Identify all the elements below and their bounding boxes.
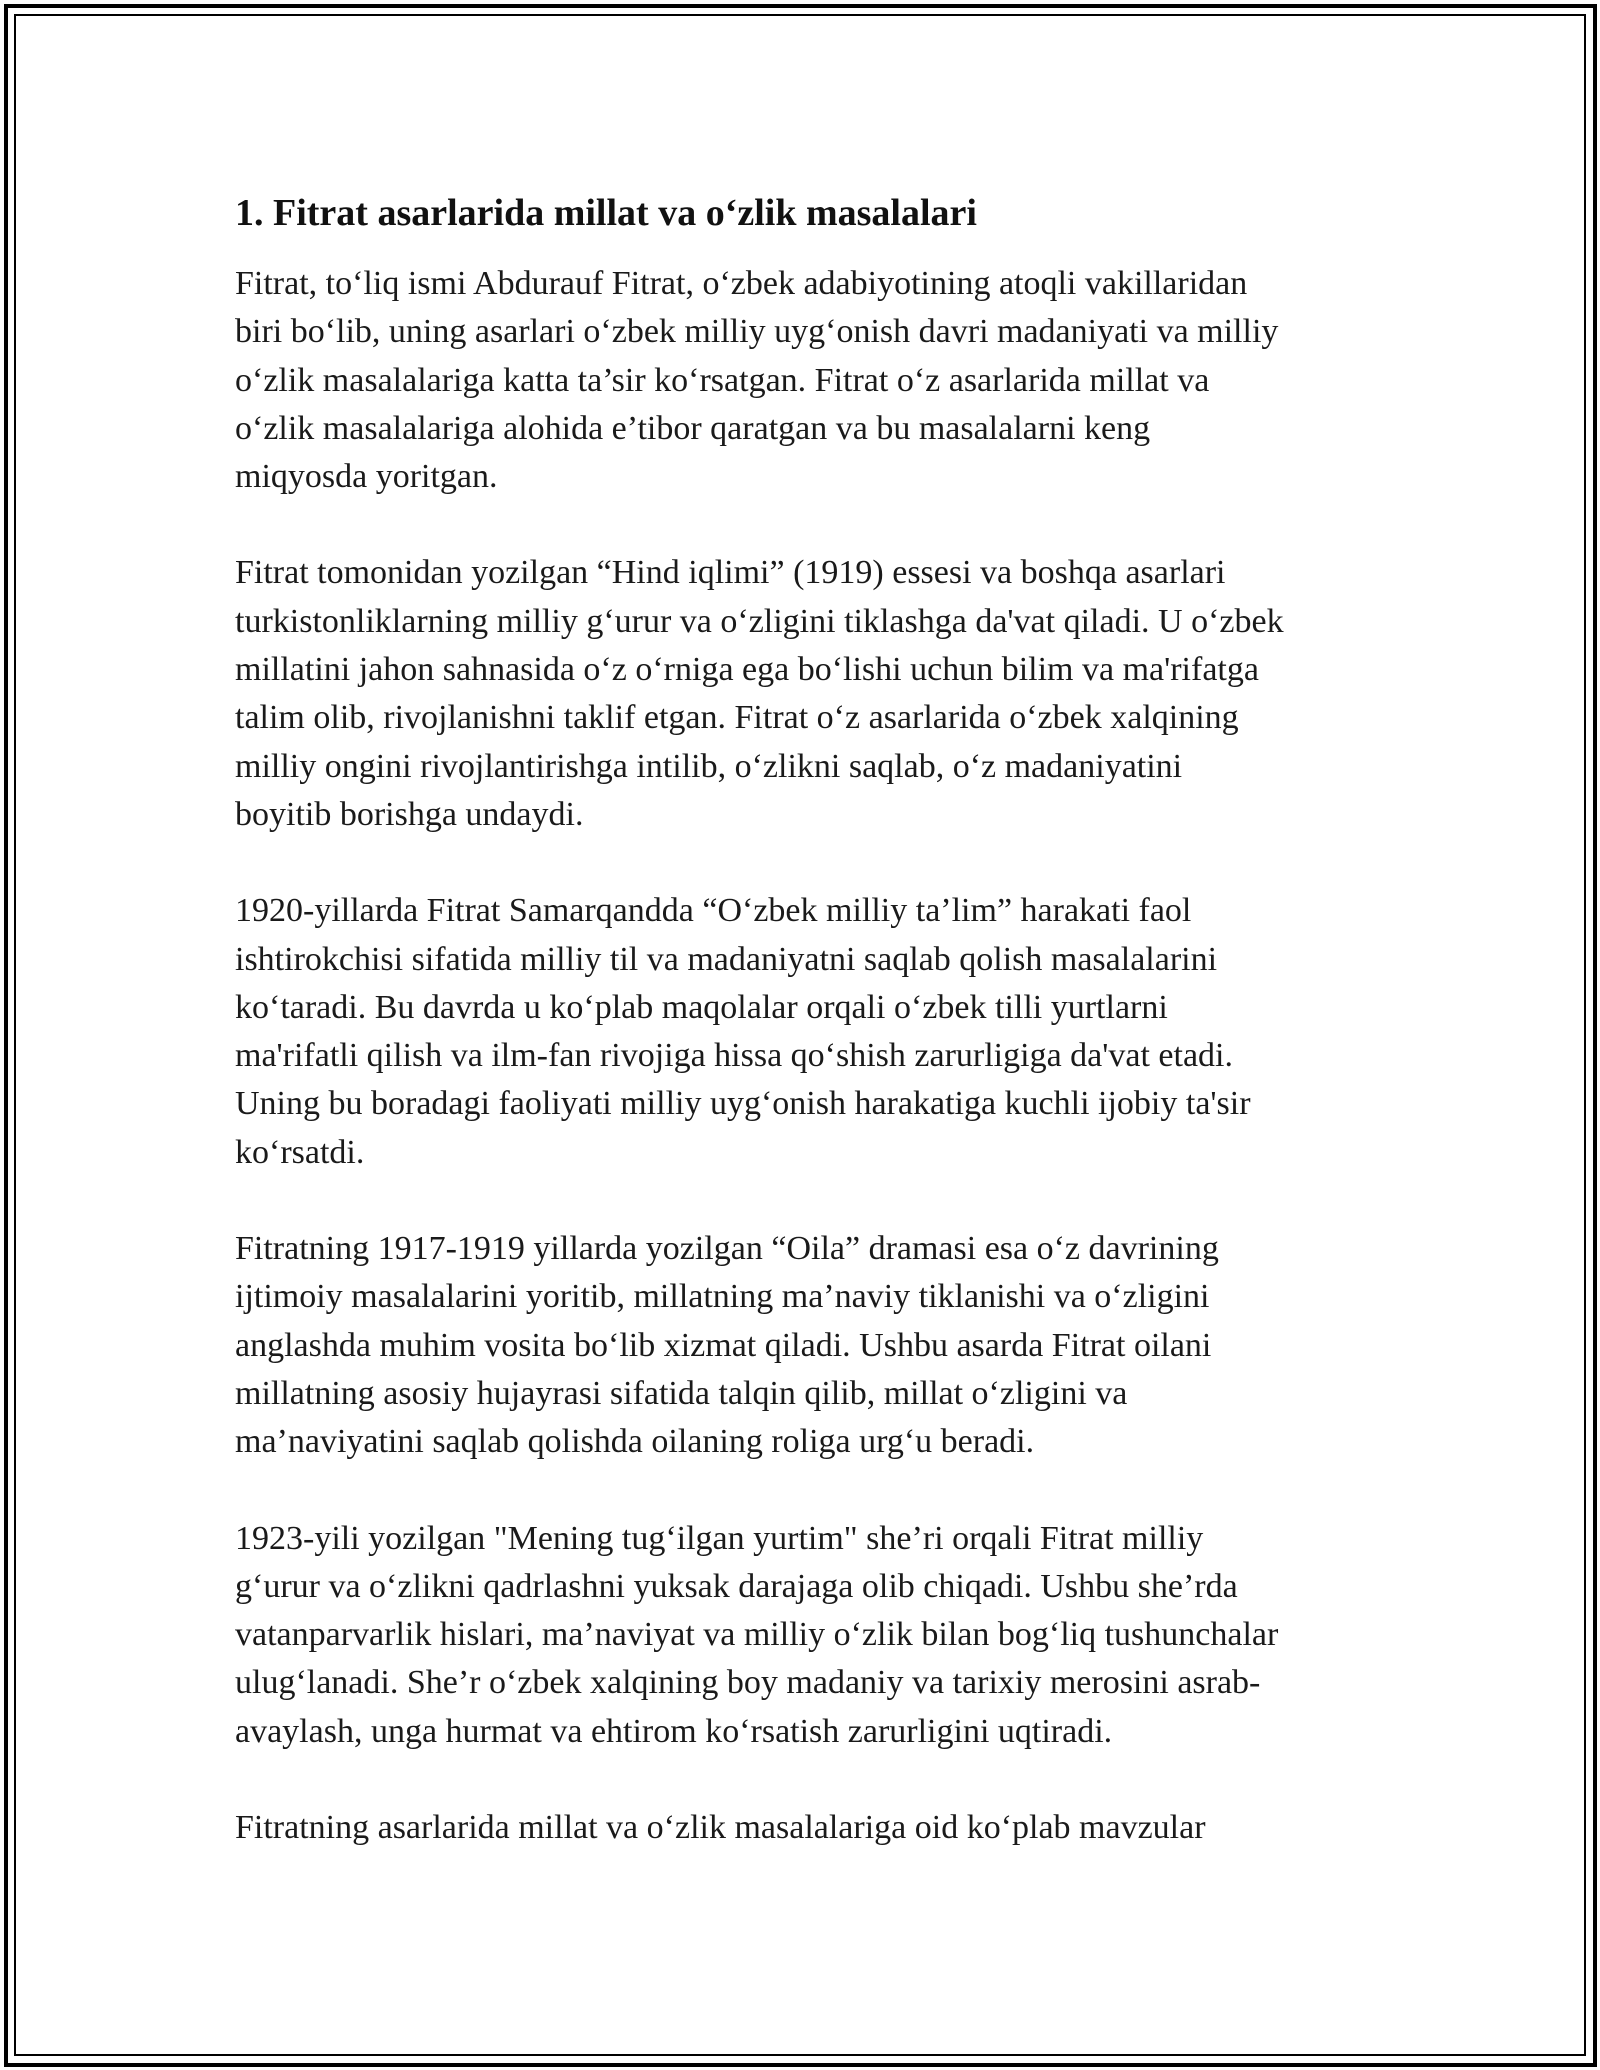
text-line: vatanparvarlik hislari, ma’naviyat va milliy o‘zlik bilan bog‘liq tushunchalar xyxy=(235,1616,1279,1654)
text-line: ishtirokchisi sifatida milliy til va madaniyatni saqlab qolish masalalarini xyxy=(235,940,1218,978)
text-line: ulug‘lanadi. She’r o‘zbek xalqining boy madaniy va tarixiy merosini asrab- xyxy=(235,1664,1261,1702)
text-line: Fitrat tomonidan yozilgan “Hind iqlimi” (1919) essesi va boshqa asarlari xyxy=(235,554,1226,592)
text-line: millatning asosiy hujayrasi sifatida talqin qilib, millat o‘zligini va xyxy=(235,1374,1128,1412)
text-line: ko‘rsatdi. xyxy=(235,1133,365,1171)
text-line: Fitratning asarlarida millat va o‘zlik masalalariga oid ko‘plab mavzular xyxy=(235,1809,1206,1847)
text-line: millatini jahon sahnasida o‘z o‘rniga ega bo‘lishi uchun bilim va ma'rifatga xyxy=(235,651,1259,689)
text-line: 1923-yili yozilgan "Mening tug‘ilgan yurtim" she’ri orqali Fitrat milliy xyxy=(235,1519,1204,1557)
text-line: boyitib borishga undaydi. xyxy=(235,795,584,833)
document-page xyxy=(235,188,1385,1852)
paragraph-5 xyxy=(235,1515,1385,1756)
text-line: g‘urur va o‘zlikni qadrlashni yuksak darajaga olib chiqadi. Ushbu she’rda xyxy=(235,1567,1238,1605)
document-title: 1. Fitrat asarlarida millat va o‘zlik masalalari xyxy=(235,192,977,234)
text-line: ma’naviyatini saqlab qolishda oilaning roliga urg‘u beradi. xyxy=(235,1423,1035,1461)
text-line: Fitrat, to‘liq ismi Abdurauf Fitrat, o‘zbek adabiyotining atoqli vakillaridan xyxy=(235,265,1248,302)
text-line: ko‘taradi. Bu davrda u ko‘plab maqolalar orqali o‘zbek tilli yurtlarni xyxy=(235,988,1168,1026)
text-line: Uning bu boradagi faoliyati milliy uyg‘onish harakatiga kuchli ijobiy ta'sir xyxy=(235,1085,1251,1123)
paragraph-6 xyxy=(235,1804,1385,1852)
text-line: anglashda muhim vosita bo‘lib xizmat qiladi. Ushbu asarda Fitrat oilani xyxy=(235,1326,1212,1364)
paragraph-1 xyxy=(235,260,1385,501)
text-line: o‘zlik masalalariga alohida e’tibor qaratgan va bu masalalarni keng xyxy=(235,409,1151,447)
text-line: milliy ongini rivojlantirishga intilib, o‘zlikni saqlab, o‘z madaniyatini xyxy=(235,747,1183,785)
text-line: Fitratning 1917-1919 yillarda yozilgan “Oila” dramasi esa o‘z davrining xyxy=(235,1230,1219,1268)
text-line: turkistonliklarning milliy g‘urur va o‘zligini tiklashga da'vat qiladi. U o‘zbek xyxy=(235,602,1284,640)
paragraph-3 xyxy=(235,887,1385,1177)
text-line: ma'rifatli qilish va ilm-fan rivojiga hissa qo‘shish zarurligiga da'vat etadi. xyxy=(235,1037,1233,1075)
paragraph-4 xyxy=(235,1225,1385,1466)
text-line: avaylash, unga hurmat va ehtirom ko‘rsatish zarurligini uqtiradi. xyxy=(235,1712,1113,1750)
text-line: biri bo‘lib, uning asarlari o‘zbek milliy uyg‘onish davri madaniyati va milliy xyxy=(235,313,1279,351)
text-line: 1920-yillarda Fitrat Samarqandda “O‘zbek milliy ta’lim” harakati faol xyxy=(235,892,1192,930)
text-line: miqyosda yoritgan. xyxy=(235,458,498,496)
text-line: o‘zlik masalalariga katta ta’sir ko‘rsatgan. Fitrat o‘z asarlarida millat va xyxy=(235,361,1210,399)
paragraph-2 xyxy=(235,549,1385,839)
text-line: ijtimoiy masalalarini yoritib, millatning ma’naviy tiklanishi va o‘zligini xyxy=(235,1278,1210,1316)
text-line: talim olib, rivojlanishni taklif etgan. Fitrat o‘z asarlarida o‘zbek xalqining xyxy=(235,699,1239,737)
